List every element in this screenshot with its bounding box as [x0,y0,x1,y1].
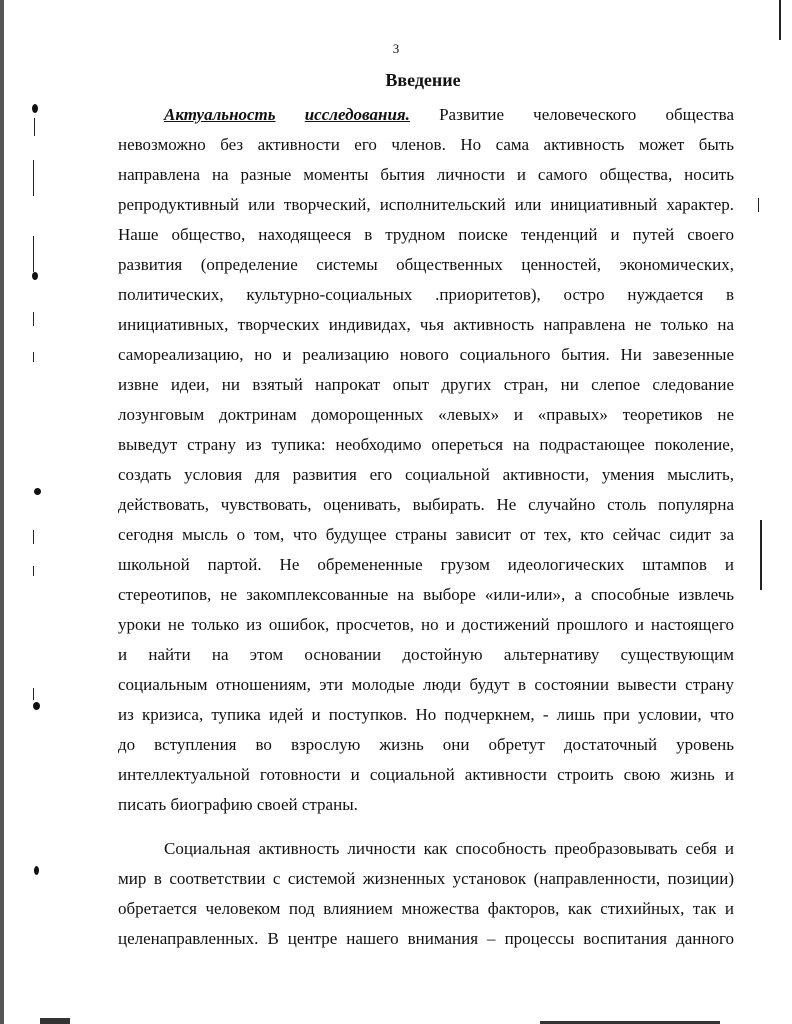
scan-mark [33,530,34,544]
text-line: невозможно без активности его членов. Но сама активность может быть [118,135,734,154]
text-line: лозунговым доктринам доморощенных «левых» и «правых» теоретиков не [118,405,734,424]
scan-mark [33,566,34,576]
text-line: действовать, чувствовать, оценивать, выбирать. Не случайно столь популярна [118,495,734,514]
scan-mark [758,198,759,212]
text-line: направлена на разные моменты бытия личности и самого общества, носить [118,165,734,184]
scan-mark [33,236,34,272]
paragraph-2 [118,834,734,954]
scan-mark [779,0,781,40]
scan-mark [34,118,35,136]
text-line: выведут страну из тупика: необходимо опереться на подрастающее поколение, [118,435,734,454]
text-line: социальным отношениям, эти молодые люди будут в состоянии вывести страну [118,675,734,694]
text-line: Актуальность исследования. Развитие человеческого общества [164,105,734,124]
text-line: Социальная активность личности как способность преобразовывать себя и [164,839,734,858]
paragraph-1 [118,100,734,820]
scan-mark [32,104,38,113]
scan-bottom-strip [40,1018,70,1024]
text-line: обретается человеком под влиянием множества факторов, как стихийных, так и [118,899,734,918]
section-title: Введение [385,70,461,90]
text-line: политических, культурно-социальных .приоритетов), остро нуждается в [118,285,734,304]
scan-mark [33,160,34,196]
text-line: инициативных, творческих индивидах, чья активность направлена не только на [118,315,734,334]
scan-mark [34,866,39,875]
scan-mark [32,272,38,280]
scan-left-edge [0,0,4,1024]
text-line: самореализацию, но и реализацию нового социального бытия. Ни завезенные [118,345,734,364]
text-line: извне идеи, ни взятый напрокат опыт других стран, ни слепое следование [118,375,734,394]
text-line: целенаправленных. В центре нашего внимания – процессы воспитания данного [118,929,734,948]
body-text [118,100,734,954]
lead-phrase: Актуальность исследования. [164,105,410,124]
page-number: 3 [392,41,400,56]
scan-mark [34,488,41,495]
text-line: мир в соответствии с системой жизненных установок (направленности, позиции) [118,869,734,888]
text-line: сегодня мысль о том, что будущее страны зависит от тех, кто сейчас сидит за [118,525,734,544]
scan-mark [760,520,762,590]
text-line: и найти на этом основании достойную альтернативу существующим [118,645,734,664]
text-line: создать условия для развития его социальной активности, умения мыслить, [118,465,734,484]
text-line: до вступления во взрослую жизнь они обретут достаточный уровень [118,735,734,754]
scan-mark [33,352,34,362]
scan-mark [33,688,34,700]
text-line: уроки не только из ошибок, просчетов, но и достижений прошлого и настоящего [118,615,734,634]
text-line: интеллектуальной готовности и социальной активности строить свою жизнь и [118,765,734,784]
text-line: развития (определение системы общественных ценностей, экономических, [118,255,734,274]
text-line: репродуктивный или творческий, исполнительский или инициативный характер. [118,195,734,214]
text-line: писать биографию своей страны. [118,795,358,814]
scan-mark [33,702,40,710]
text-line: стереотипов, не закомплексованные на выборе «или-или», а способные извлечь [118,585,734,604]
text-line: Наше общество, находящееся в трудном поиске тенденций и путей своего [118,225,734,244]
text-line: школьной партой. Не обремененные грузом идеологических штампов и [118,555,734,574]
scan-mark [33,312,34,326]
text-line: из кризиса, тупика идей и поступков. Но подчеркнем, - лишь при условии, что [118,705,734,724]
